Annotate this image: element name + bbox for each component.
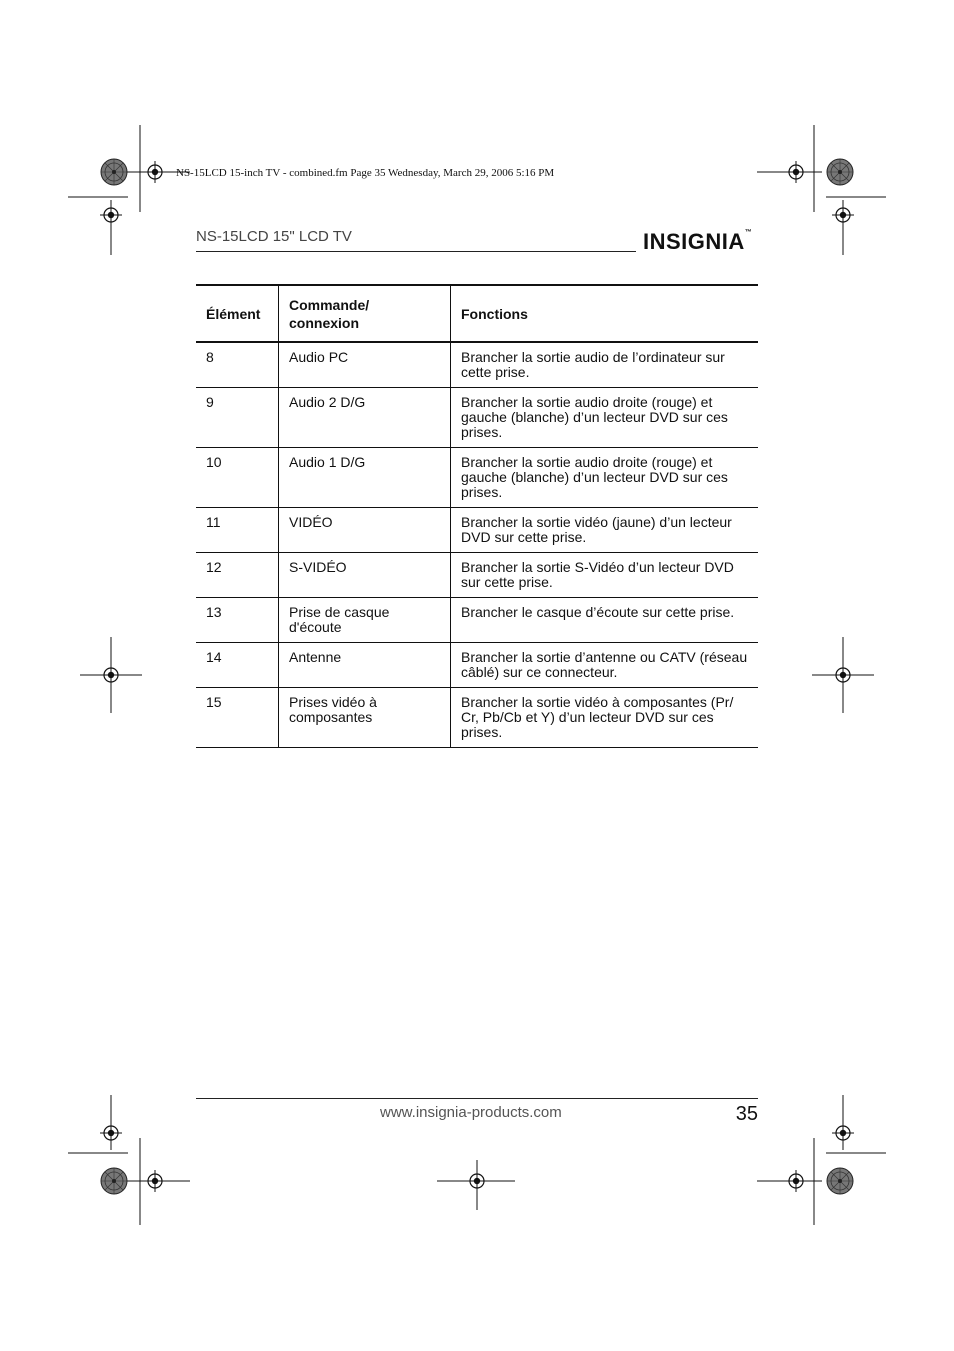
cell-control: Prises vidéo à composantes — [279, 688, 451, 748]
cell-element: 14 — [206, 649, 222, 665]
cell-control: Antenne — [279, 643, 451, 688]
cell-element: 12 — [206, 559, 222, 575]
connections-table — [196, 284, 758, 748]
cell-control: Audio PC — [279, 342, 451, 388]
cell-element: 8 — [206, 349, 214, 365]
table-row — [196, 643, 758, 688]
cell-element: 11 — [206, 514, 221, 530]
table-row — [196, 388, 758, 448]
column-header-control — [279, 285, 451, 342]
footer-website-url: www.insignia-products.com — [380, 1104, 562, 1121]
column-header-control-text: Commande/ connexion — [289, 296, 370, 331]
cell-function: Brancher la sortie audio droite (rouge) et gauche (blanche) d’un lecteur DVD sur ces prises. — [451, 448, 759, 508]
cell-element: 13 — [206, 604, 222, 620]
cell-control: Prise de casque d'écoute — [279, 598, 451, 643]
page-number: 35 — [735, 1103, 758, 1125]
cell-function: Brancher la sortie S-Vidéo d’un lecteur DVD sur cette prise. — [451, 553, 759, 598]
cell-function: Brancher la sortie audio droite (rouge) et gauche (blanche) d’un lecteur DVD sur ces prises. — [451, 388, 759, 448]
cell-function: Brancher la sortie vidéo (jaune) d’un lecteur DVD sur cette prise. — [451, 508, 759, 553]
cell-control: Audio 1 D/G — [279, 448, 451, 508]
column-header-functions: Fonctions — [451, 285, 759, 342]
cell-control: Audio 2 D/G — [279, 388, 451, 448]
table-row — [196, 508, 758, 553]
logo-wordmark: INSIGNIA — [643, 229, 745, 254]
footer-divider — [196, 1098, 758, 1099]
table-header-row — [196, 285, 758, 342]
page-header-title: NS-15LCD 15" LCD TV — [196, 228, 352, 245]
table-row — [196, 553, 758, 598]
table-row — [196, 342, 758, 388]
insignia-logo — [643, 229, 752, 255]
cell-element: 10 — [206, 454, 222, 470]
column-header-element: Élément — [206, 305, 261, 322]
cell-function: Brancher la sortie audio de l’ordinateur sur cette prise. — [451, 342, 759, 388]
cell-control: VIDÉO — [279, 508, 451, 553]
cell-function: Brancher la sortie vidéo à composantes (Pr/ Cr, Pb/Cb et Y) d’un lecteur DVD sur ces prises. — [451, 688, 759, 748]
table-row — [196, 448, 758, 508]
header-divider — [196, 251, 636, 252]
cell-function: Brancher la sortie d’antenne ou CATV (réseau câblé) sur ce connecteur. — [451, 643, 759, 688]
print-slug-line: NS-15LCD 15-inch TV - combined.fm Page 35 Wednesday, March 29, 2006 5:16 PM — [176, 167, 555, 179]
cell-function: Brancher le casque d’écoute sur cette prise. — [451, 598, 759, 643]
table-row — [196, 688, 758, 748]
cell-element: 9 — [206, 394, 214, 410]
table-row — [196, 598, 758, 643]
cell-control: S-VIDÉO — [279, 553, 451, 598]
logo-trademark: ™ — [744, 229, 753, 236]
cell-element: 15 — [206, 694, 222, 710]
